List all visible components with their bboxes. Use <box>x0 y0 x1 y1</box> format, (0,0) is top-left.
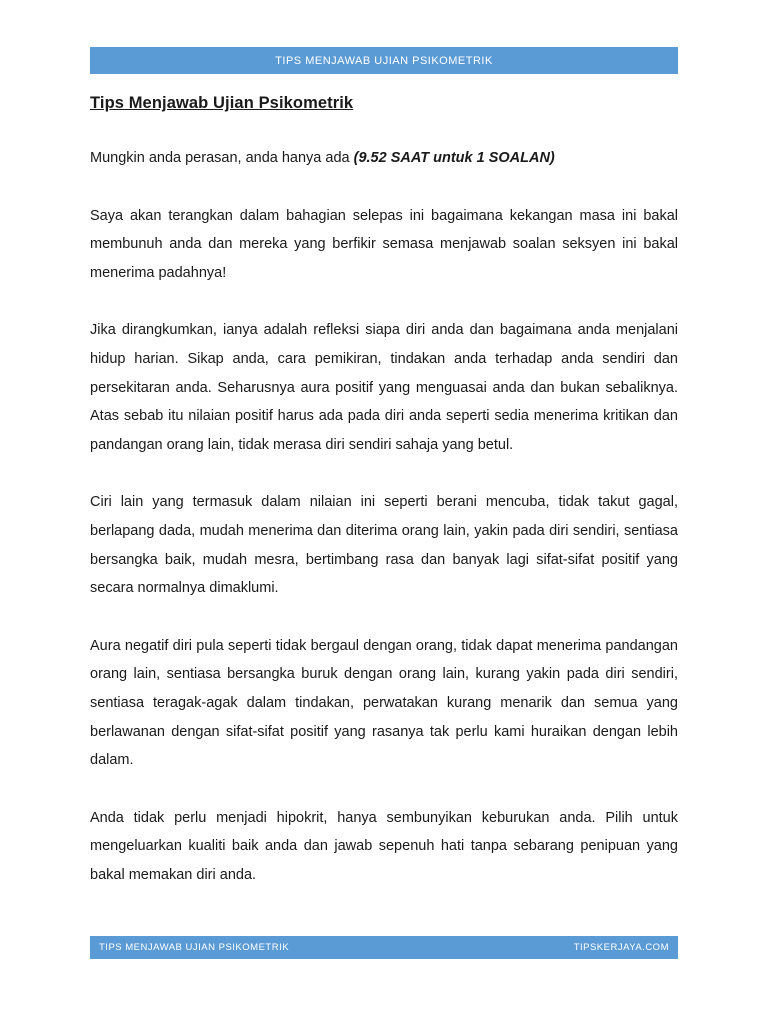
body-paragraph: Aura negatif diri pula seperti tidak bergaul dengan orang, tidak dapat menerima pandangan orang lain, sentiasa bersangka buruk dengan orang lain, kurang yakin pada diri sendiri, sentiasa teragak-agak dalam tindakan, perwatakan kurang menarik dan semua yang berlawanan dengan sifat-sifat positif yang rasanya tak perlu kami huraikan dengan lebih dalam. <box>90 637 678 769</box>
page-header-bar <box>90 47 678 74</box>
footer-left-text: TIPS MENJAWAB UJIAN PSIKOMETRIK <box>99 942 290 953</box>
intro-paragraph <box>90 144 678 173</box>
header-title: TIPS MENJAWAB UJIAN PSIKOMETRIK <box>275 54 493 67</box>
body-paragraph: Saya akan terangkan dalam bahagian selepas ini bagaimana kekangan masa ini bakal membunuh anda dan mereka yang berfikir semasa menjawab soalan seksyen ini bakal menerima padahnya! <box>90 207 678 281</box>
body-paragraph: Anda tidak perlu menjadi hipokrit, hanya sembunyikan keburukan anda. Pilih untuk mengeluarkan kualiti baik anda dan jawab sepenuh hati tanpa sebarang penipuan yang bakal memakan diri anda. <box>90 809 678 883</box>
document-title: Tips Menjawab Ujian Psikometrik <box>90 94 354 112</box>
footer-site-text: TIPSKERJAYA.COM <box>573 942 669 953</box>
page-footer-bar <box>90 936 678 959</box>
document-body <box>90 144 678 918</box>
intro-emphasis: (9.52 SAAT untuk 1 SOALAN) <box>353 150 555 166</box>
intro-text: Mungkin anda perasan, anda hanya ada <box>90 150 354 166</box>
body-paragraph: Jika dirangkumkan, ianya adalah refleksi siapa diri anda dan bagaimana anda menjalani hidup harian. Sikap anda, cara pemikiran, tindakan anda terhadap anda sendiri dan persekitaran anda. Seharusnya aura positif yang menguasai anda dan bukan sebaliknya. Atas sebab itu nilaian positif harus ada pada diri anda seperti sedia menerima kritikan dan pandangan orang lain, tidak merasa diri sendiri sahaja yang betul. <box>90 322 678 453</box>
body-paragraph: Ciri lain yang termasuk dalam nilaian ini seperti berani mencuba, tidak takut gagal, berlapang dada, mudah menerima dan diterima orang lain, yakin pada diri sendiri, sentiasa bersangka baik, mudah mesra, bertimbang rasa dan banyak lagi sifat-sifat positif yang secara normalnya dimaklumi. <box>90 494 678 597</box>
